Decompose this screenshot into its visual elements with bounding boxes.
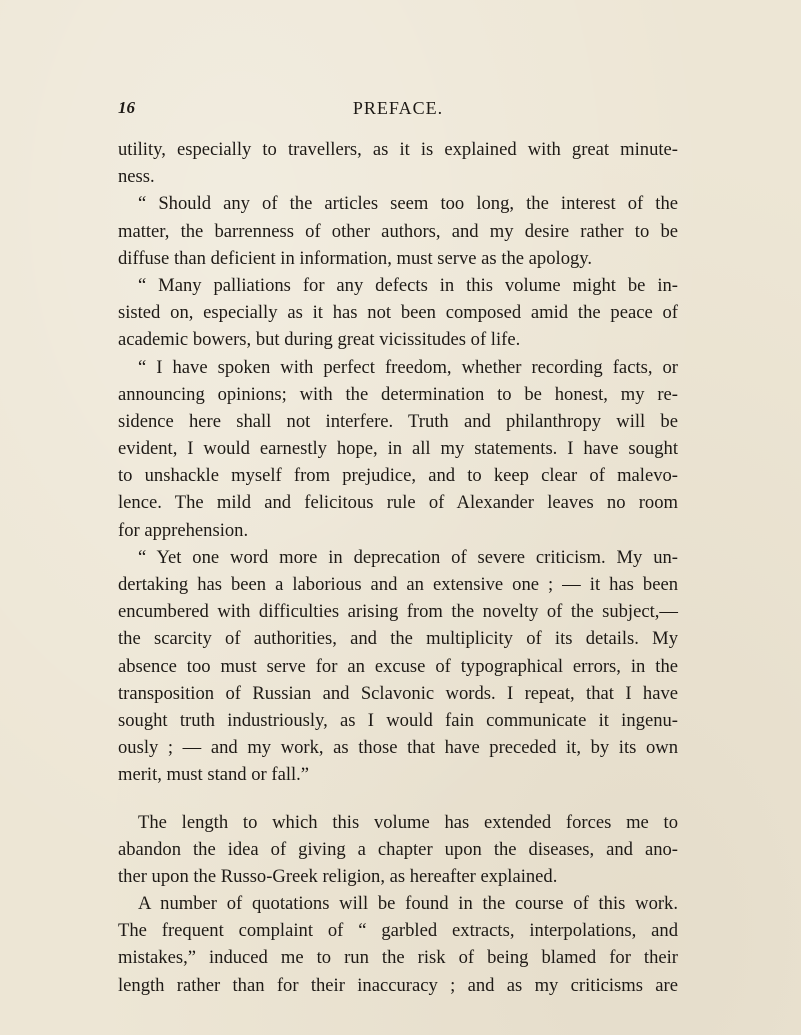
text-line: merit, must stand or fall.” xyxy=(118,764,310,786)
text-line: sought truth industriously, as I would fain communicate it ingenu- xyxy=(118,709,678,731)
text-line: utility, especially to travellers, as it is explained with great minute- xyxy=(118,139,678,160)
body-text xyxy=(118,136,678,999)
text-line: encumbered with difficulties arising from the novelty of the subject,— xyxy=(118,601,678,623)
text-line: “ Should any of the articles seem too long, the interest of the xyxy=(138,193,678,215)
text-line: “ I have spoken with perfect freedom, whether recording facts, or xyxy=(138,356,678,378)
text-line: lence. The mild and felicitous rule of Alexander leaves no room xyxy=(118,492,678,514)
text-line: evident, I would earnestly hope, in all my statements. I have sought xyxy=(118,438,678,460)
paragraph xyxy=(118,136,678,190)
text-line: “ Many palliations for any defects in this volume might be in- xyxy=(138,274,678,296)
text-line: the scarcity of authorities, and the multiplicity of its details. My xyxy=(118,628,678,650)
text-line: absence too must serve for an excuse of typographical errors, in the xyxy=(118,655,678,677)
text-line: A number of quotations will be found in the course of this work. xyxy=(138,893,678,915)
text-line: “ Yet one word more in deprecation of severe criticism. My un- xyxy=(138,546,678,568)
text-line: dertaking has been a laborious and an extensive one ; — it has been xyxy=(118,574,678,595)
paragraph xyxy=(118,272,678,354)
text-line: length rather than for their inaccuracy ; and as my criticisms are xyxy=(118,974,678,996)
paragraph xyxy=(118,354,678,544)
text-line: matter, the barrenness of other authors, and my desire rather to be xyxy=(118,220,678,242)
paragraph xyxy=(118,890,678,999)
text-line: transposition of Russian and Sclavonic words. I repeat, that I have xyxy=(118,682,678,704)
paragraph xyxy=(118,190,678,272)
running-head xyxy=(118,98,678,124)
text-line: sidence here shall not interfere. Truth and philanthropy will be xyxy=(118,410,678,432)
text-line: diffuse than deficient in information, must serve as the apology. xyxy=(118,247,593,269)
text-line: announcing opinions; with the determination to be honest, my re- xyxy=(118,383,678,405)
text-line: ness. xyxy=(118,166,155,188)
text-line: The frequent complaint of “ garbled extracts, interpolations, and xyxy=(118,920,678,942)
text-line: for apprehension. xyxy=(118,519,249,541)
text-line: to unshackle myself from prejudice, and to keep clear of malevo- xyxy=(118,465,678,487)
text-line: mistakes,” induced me to run the risk of being blamed for their xyxy=(118,947,678,969)
text-line: ther upon the Russo-Greek religion, as hereafter explained. xyxy=(118,865,558,887)
text-line: sisted on, especially as it has not been composed amid the peace of xyxy=(118,302,678,324)
paragraph xyxy=(118,544,678,789)
text-line: abandon the idea of giving a chapter upon the diseases, and ano- xyxy=(118,838,678,860)
text-line: academic bowers, but during great vicissitudes of life. xyxy=(118,329,521,351)
running-title: PREFACE. xyxy=(352,98,444,118)
text-line: The length to which this volume has extended forces me to xyxy=(138,811,678,833)
page-number: 16 xyxy=(118,98,135,117)
text-line: ously ; — and my work, as those that have preceded it, by its own xyxy=(118,737,678,759)
paragraph xyxy=(118,809,678,891)
section-gap xyxy=(118,789,678,809)
